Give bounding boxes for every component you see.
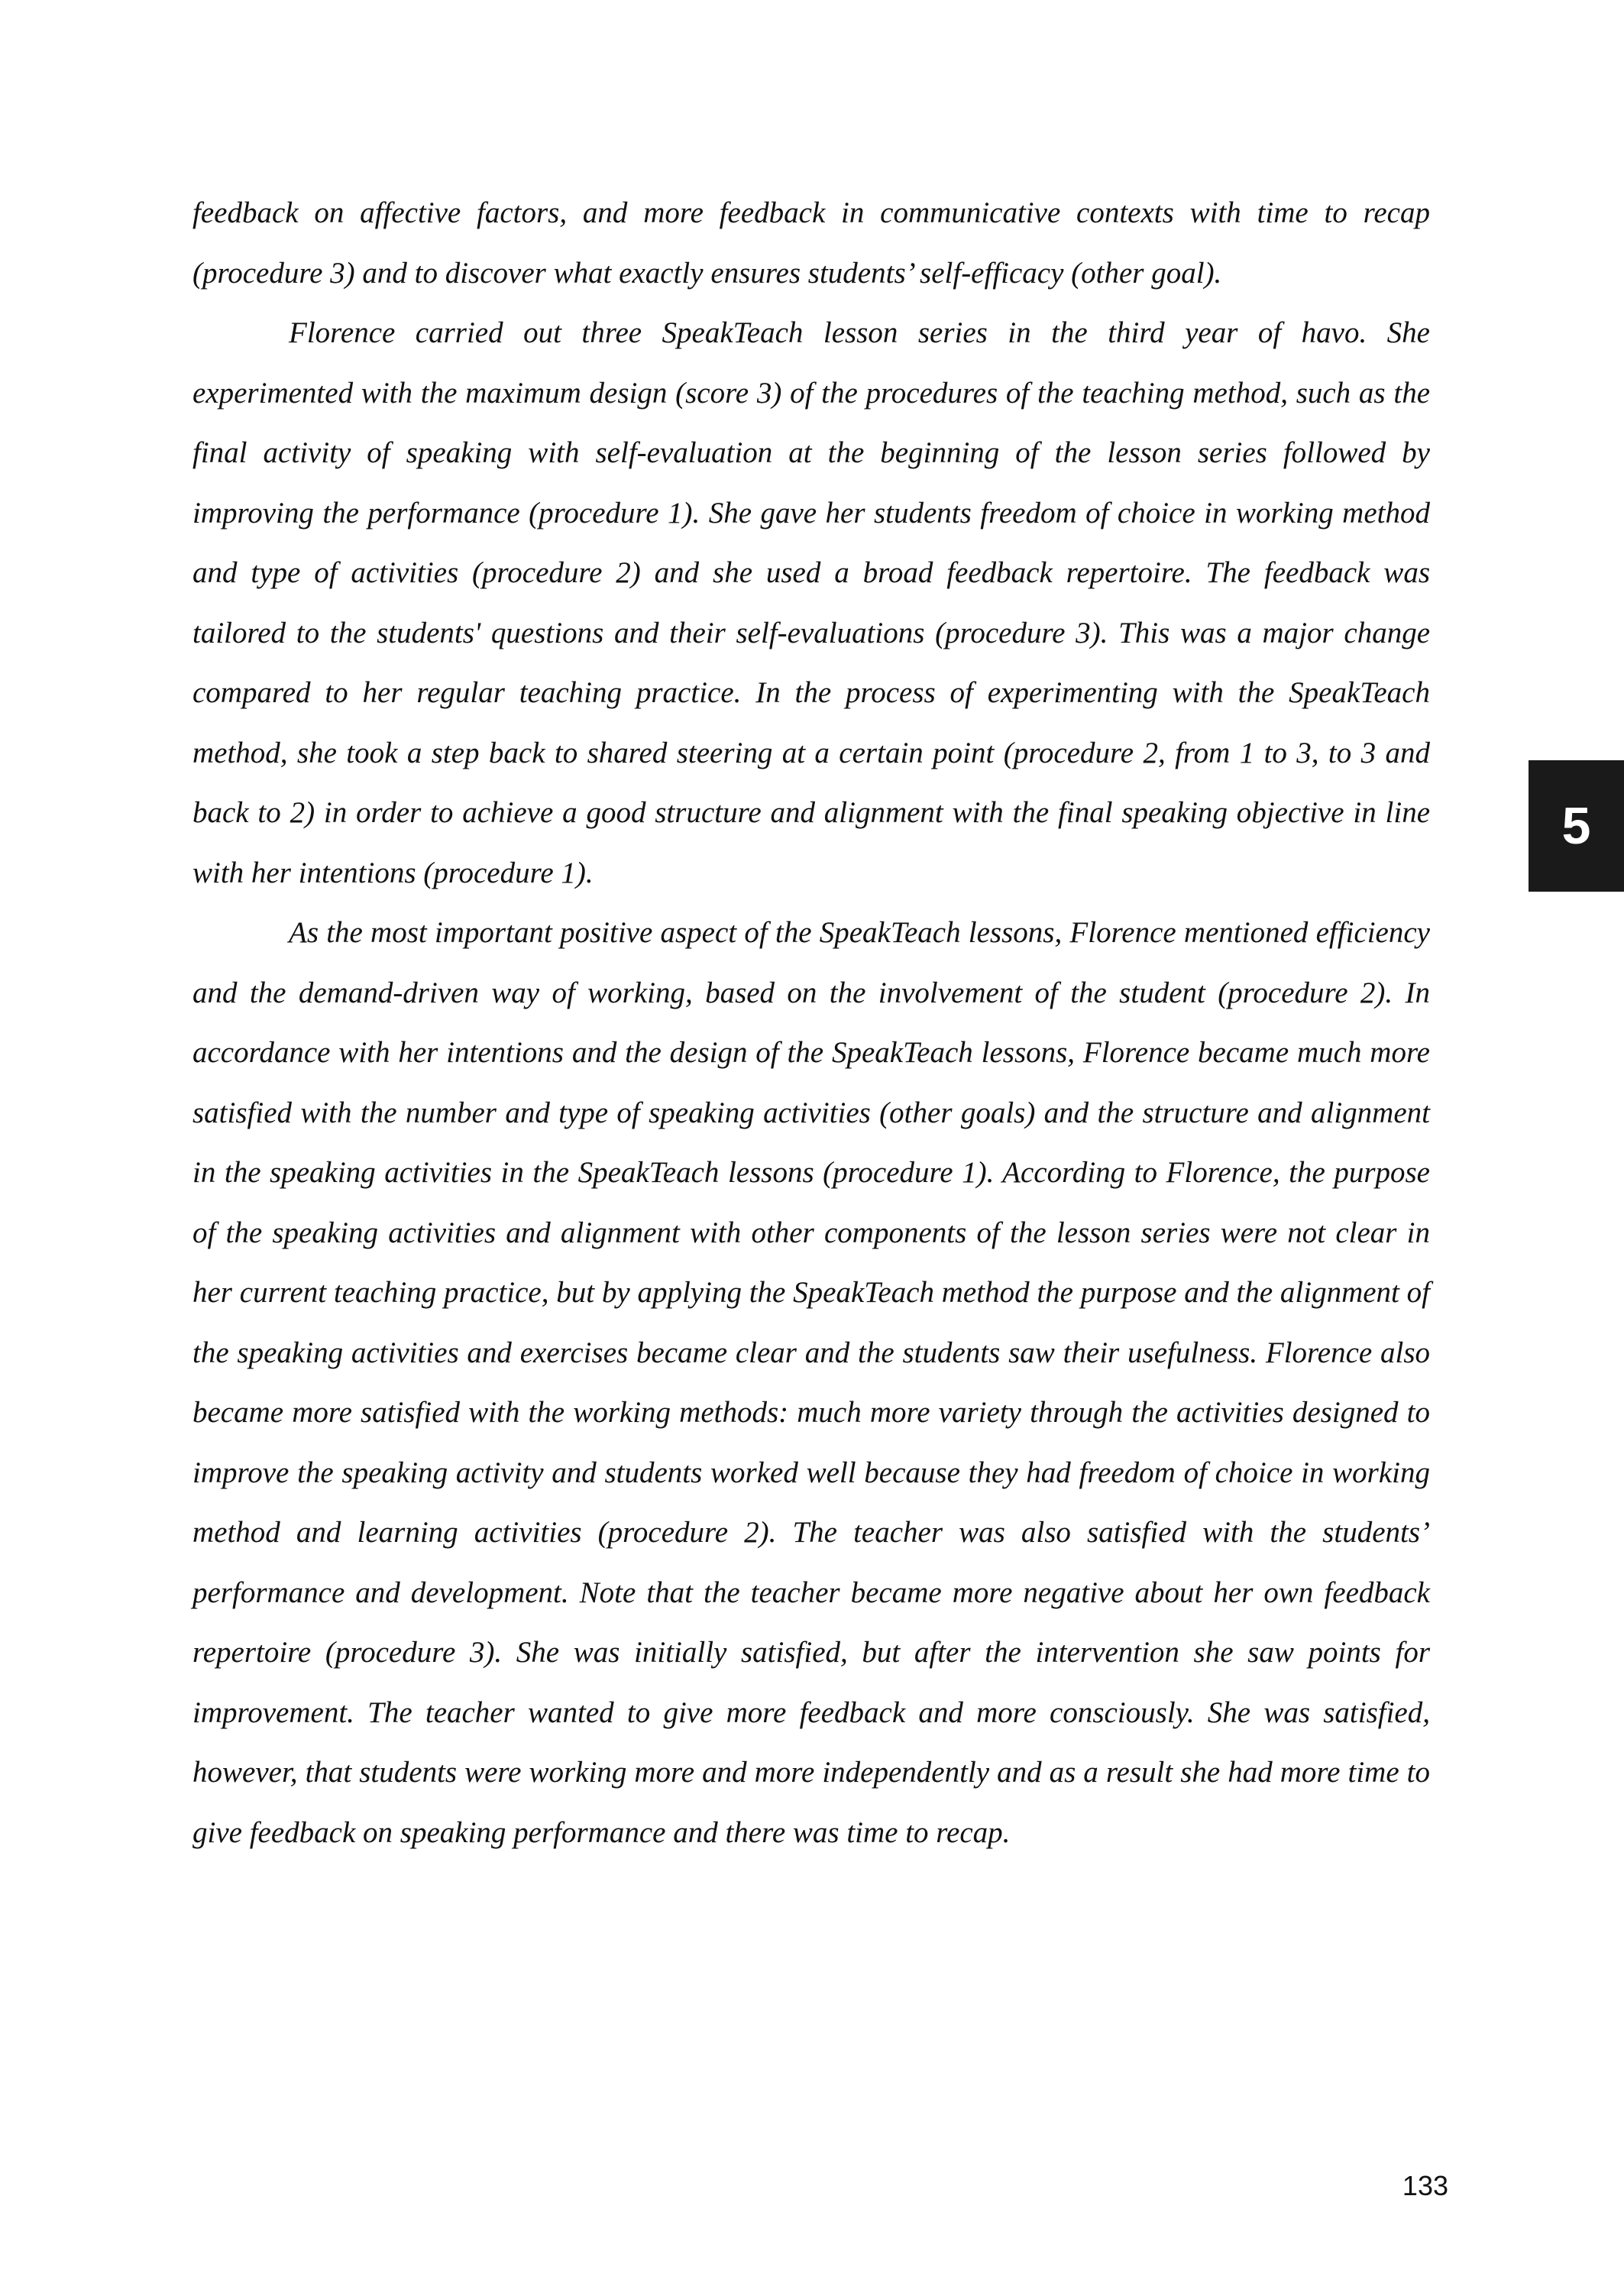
body-text [192, 183, 1430, 1863]
paragraph-positive-aspects: As the most important positive aspect of the SpeakTeach lessons, Florence mentioned efficiency and the demand-driven way of working, based on the involvement of the student (procedure 2). In accordance with her intentions and the design of the SpeakTeach lessons, Florence became much more satisfied with the number and type of speaking activities (other goals) and the structure and alignment in the speaking activities in the SpeakTeach lessons (procedure 1). According to Florence, the purpose of the speaking activities and alignment with other components of the lesson series were not clear in her current teaching practice, but by applying the SpeakTeach method the purpose and the alignment of the speaking activities and exercises became clear and the students saw their usefulness. Florence also became more satisfied with the working methods: much more variety through the activities designed to improve the speaking activity and students worked well because they had freedom of choice in working method and learning activities (procedure 2). The teacher was also satisfied with the students’ performance and development. Note that the teacher became more negative about her own feedback repertoire (procedure 3). She was initially satisfied, but after the intervention she saw points for improvement. The teacher wanted to give more feedback and more consciously. She was satisfied, however, that students were working more and more independently and as a result she had more time to give feedback on speaking performance and there was time to recap. [192, 916, 1430, 1849]
page-number: 133 [1402, 2170, 1448, 2201]
paragraph-florence-lessons: Florence carried out three SpeakTeach lesson series in the third year of havo. She experimented with the maximum design (score 3) of the procedures of the teaching method, such as the final activity of speaking with self-evaluation at the beginning of the lesson series followed by improving the performance (procedure 1). She gave her students freedom of choice in working method and type of activities (procedure 2) and she used a broad feedback repertoire. The feedback was tailored to the students' questions and their self-evaluations (procedure 3). This was a major change compared to her regular teaching practice. In the process of experimenting with the SpeakTeach method, she took a step back to shared steering at a certain point (procedure 2, from 1 to 3, to 3 and back to 2) in order to achieve a good structure and alignment with the final speaking objective in line with her intentions (procedure 1). [192, 316, 1430, 889]
chapter-number: 5 [1561, 797, 1591, 855]
chapter-tab [1529, 760, 1624, 892]
paragraph-continuation: feedback on affective factors, and more feedback in communicative contexts with time to recap (procedure 3) and to discover what exactly ensures students’ self-efficacy (other goal). [192, 196, 1430, 290]
